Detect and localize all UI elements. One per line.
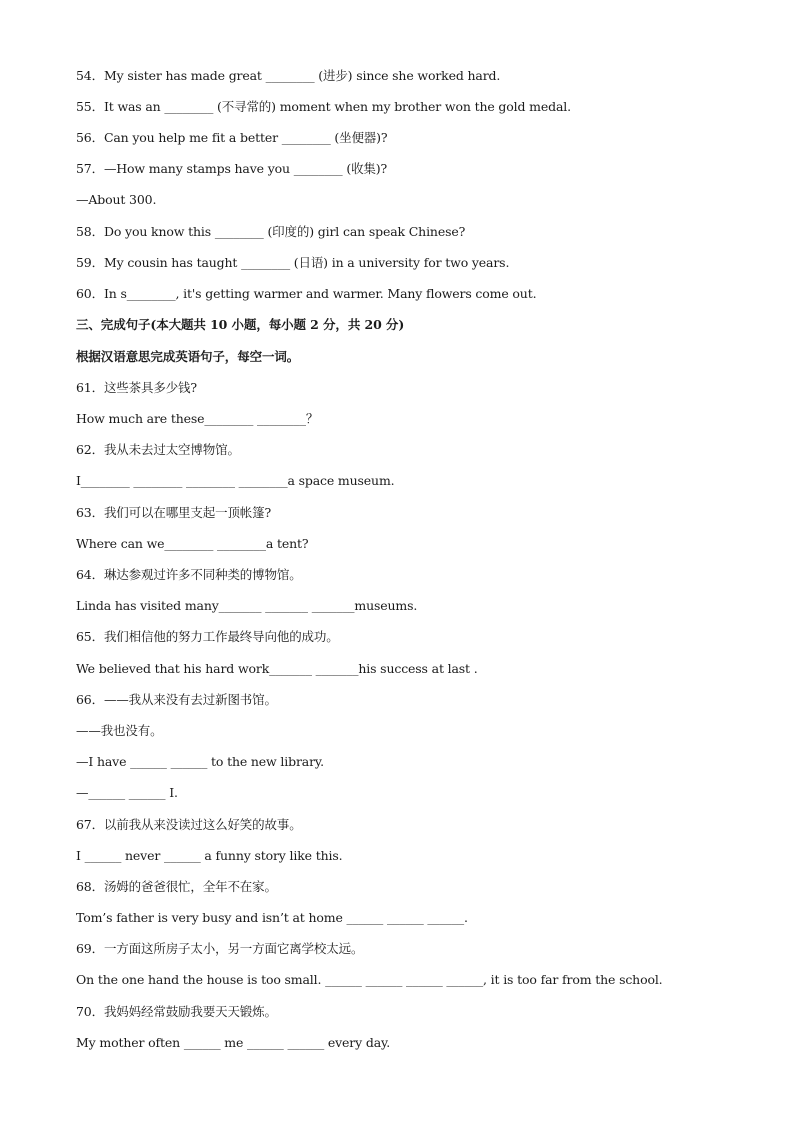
question-66-sentence-b: —______ ______ I. [76,785,178,800]
question-57-answer-line: —About 300. [76,192,157,207]
question-65-sentence: We believed that his hard work_______ _______his success at last . [76,661,478,676]
question-64-prompt: 64．琳达参观过许多不同种类的博物馆。 [76,567,302,582]
question-61-prompt: 61．这些茶具多少钱? [76,380,197,395]
question-56: 56．Can you help me fit a better ________ (坐便器)? [76,130,388,145]
question-58: 58．Do you know this ________ (印度的) girl can speak Chinese? [76,224,466,239]
question-67-prompt: 67．以前我从来没读过这么好笑的故事。 [76,817,302,832]
question-62-sentence: I________ ________ ________ ________a space museum. [76,473,395,488]
question-70-sentence: My mother often ______ me ______ ______ every day. [76,1035,391,1050]
question-69-prompt: 69．一方面这所房子太小，另一方面它离学校太远。 [76,941,364,956]
question-54: 54．My sister has made great ________ (进步) since she worked hard. [76,68,501,83]
question-59: 59．My cousin has taught ________ (日语) in a university for two years. [76,255,510,270]
section-instructions: 根据汉语意思完成英语句子，每空一词。 [76,349,300,364]
question-66-prompt-b: ——我也没有。 [76,723,163,738]
question-64-sentence: Linda has visited many_______ _______ _______museums. [76,598,418,613]
question-69-sentence: On the one hand the house is too small. ______ ______ ______ ______, it is too far from the school. [76,972,663,987]
question-67-sentence: I ______ never ______ a funny story like this. [76,848,343,863]
question-65-prompt: 65．我们相信他的努力工作最终导向他的成功。 [76,629,339,644]
question-68-sentence: Tom’s father is very busy and isn’t at home ______ ______ ______. [76,910,468,925]
question-68-prompt: 68．汤姆的爸爸很忙，全年不在家。 [76,879,277,894]
question-57: 57．—How many stamps have you ________ (收集)? [76,161,388,176]
question-62-prompt: 62．我从未去过太空博物馆。 [76,442,240,457]
question-63-sentence: Where can we________ ________a tent? [76,536,309,551]
question-63-prompt: 63．我们可以在哪里支起一顶帐篷? [76,505,272,520]
section-heading: 三、完成句子(本大题共 10 小题，每小题 2 分，共 20 分) [76,317,405,332]
question-55: 55．It was an ________ (不寻常的) moment when my brother won the gold medal. [76,99,571,114]
question-70-prompt: 70．我妈妈经常鼓励我要天天锻炼。 [76,1004,277,1019]
question-66-sentence-a: —I have ______ ______ to the new library. [76,754,325,769]
question-66-prompt-a: 66．——我从来没有去过新图书馆。 [76,692,277,707]
question-61-sentence: How much are these________ ________？ [76,411,319,426]
question-60: 60．In s________, it's getting warmer and warmer. Many flowers come out. [76,286,537,301]
